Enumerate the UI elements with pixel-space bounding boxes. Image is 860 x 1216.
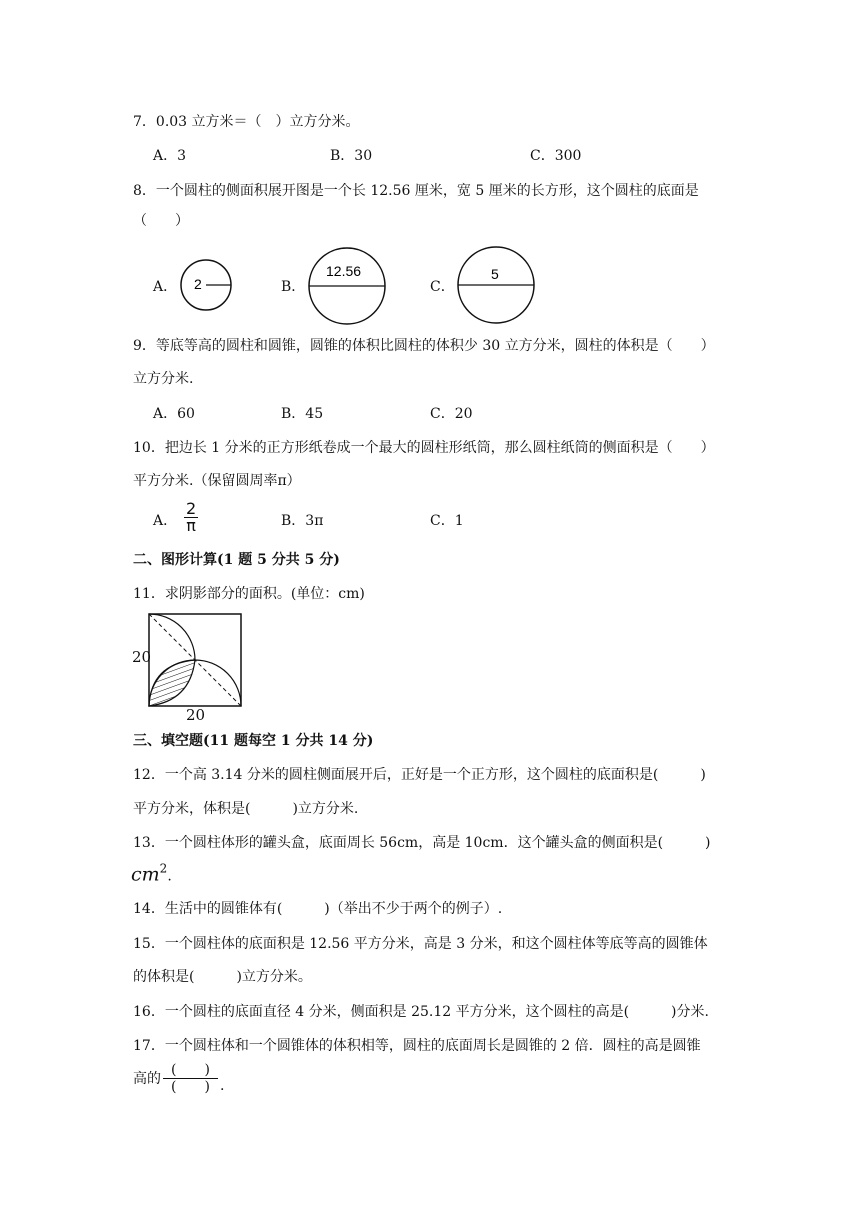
q8-option-b-label: B． [281, 279, 306, 295]
q10-option-c: C．1 [430, 513, 464, 529]
q11-shaded-figure [146, 611, 246, 711]
q12-line1: 12．一个高 3.14 分米的圆柱侧面展开后，正好是一个正方形，这个圆柱的底面积是( ) [133, 767, 706, 783]
q11-label-left: 20 [132, 648, 152, 666]
q9-option-a: A．60 [153, 406, 195, 422]
fraction-denominator: π [186, 516, 196, 535]
circle-a-label: 2 [194, 276, 202, 292]
circle-c-label: 5 [491, 266, 499, 282]
q9-option-c: C．20 [430, 406, 473, 422]
q7-option-c: C．300 [530, 148, 582, 164]
q9-stem-line1: 9．等底等高的圆柱和圆锥，圆锥的体积比圆柱的体积少 30 立方分米，圆柱的体积是（ ） [133, 338, 715, 354]
q17-line1: 17．一个圆柱体和一个圆锥体的体积相等，圆柱的底面周长是圆锥的 2 倍．圆柱的高是圆锥 [133, 1038, 701, 1054]
unit-cm: cm [131, 863, 160, 886]
fraction-denominator-blank: ( ) [171, 1079, 210, 1095]
q14-line1: 14．生活中的圆锥体有( )（举出不少于两个的例子）. [133, 901, 503, 917]
q16-line1: 16．一个圆柱的底面直径 4 分米，侧面积是 25.12 平方分米，这个圆柱的高是( )分米. [133, 1004, 709, 1020]
q9-option-b: B．45 [281, 406, 324, 422]
q10-option-a-label: A． [153, 513, 178, 529]
q7-option-a: A．3 [153, 148, 187, 164]
q15-line2: 的体积是( )立方分米。 [133, 969, 312, 985]
q17-suffix: . [219, 1077, 225, 1094]
q13-line1: 13．一个圆柱体形的罐头盒，底面周长 56cm，高是 10cm．这个罐头盒的侧面积是( ) [133, 835, 711, 851]
q8-circle-a [176, 258, 238, 314]
section-2-heading: 二、图形计算(1 题 5 分共 5 分) [133, 552, 340, 568]
q8-option-a-label: A． [153, 279, 178, 295]
q8-circle-c [454, 245, 538, 327]
q7-stem: 7．0.03 立方米＝（ ）立方分米。 [133, 114, 360, 130]
section-3-heading: 三、填空题(11 题每空 1 分共 14 分) [133, 733, 374, 749]
q10-stem-line2: 平方分米.（保留圆周率π） [133, 473, 301, 489]
circle-b-label: 12.56 [326, 263, 362, 279]
q10-option-a-fraction [184, 501, 198, 534]
shaded-region [149, 660, 195, 706]
q7-option-b: B．30 [330, 148, 373, 164]
q13-unit [131, 862, 172, 885]
q17-blank-fraction [163, 1062, 218, 1095]
q15-line1: 15．一个圆柱体的底面积是 12.56 平方分米，高是 3 分米，和这个圆柱体等底等高的圆锥体 [133, 936, 708, 952]
unit-period: . [167, 868, 172, 885]
q17-prefix: 高的 [133, 1070, 161, 1087]
q9-stem-line2: 立方分米. [133, 371, 194, 387]
unit-exponent: 2 [159, 862, 168, 876]
q12-line2: 平方分米，体积是( )立方分米. [133, 801, 359, 817]
q17-line2 [133, 1062, 224, 1095]
q11-stem: 11．求阴影部分的面积。(单位：cm) [133, 586, 365, 602]
q10-stem-line1: 10．把边长 1 分米的正方形纸卷成一个最大的圆柱形纸筒，那么圆柱纸筒的侧面积是（ ） [133, 440, 715, 456]
q8-stem-line2: （ ） [133, 213, 189, 229]
fraction-numerator: 2 [186, 499, 197, 518]
q8-circle-b [304, 246, 392, 328]
q8-option-c-label: C． [430, 279, 455, 295]
fraction-numerator-blank: ( ) [163, 1062, 218, 1079]
q11-label-bottom: 20 [186, 706, 206, 724]
q8-stem-line1: 8．一个圆柱的侧面积展开图是一个长 12.56 厘米，宽 5 厘米的长方形，这个圆柱的底面是 [133, 183, 699, 199]
q10-option-b: B．3π [281, 513, 324, 529]
